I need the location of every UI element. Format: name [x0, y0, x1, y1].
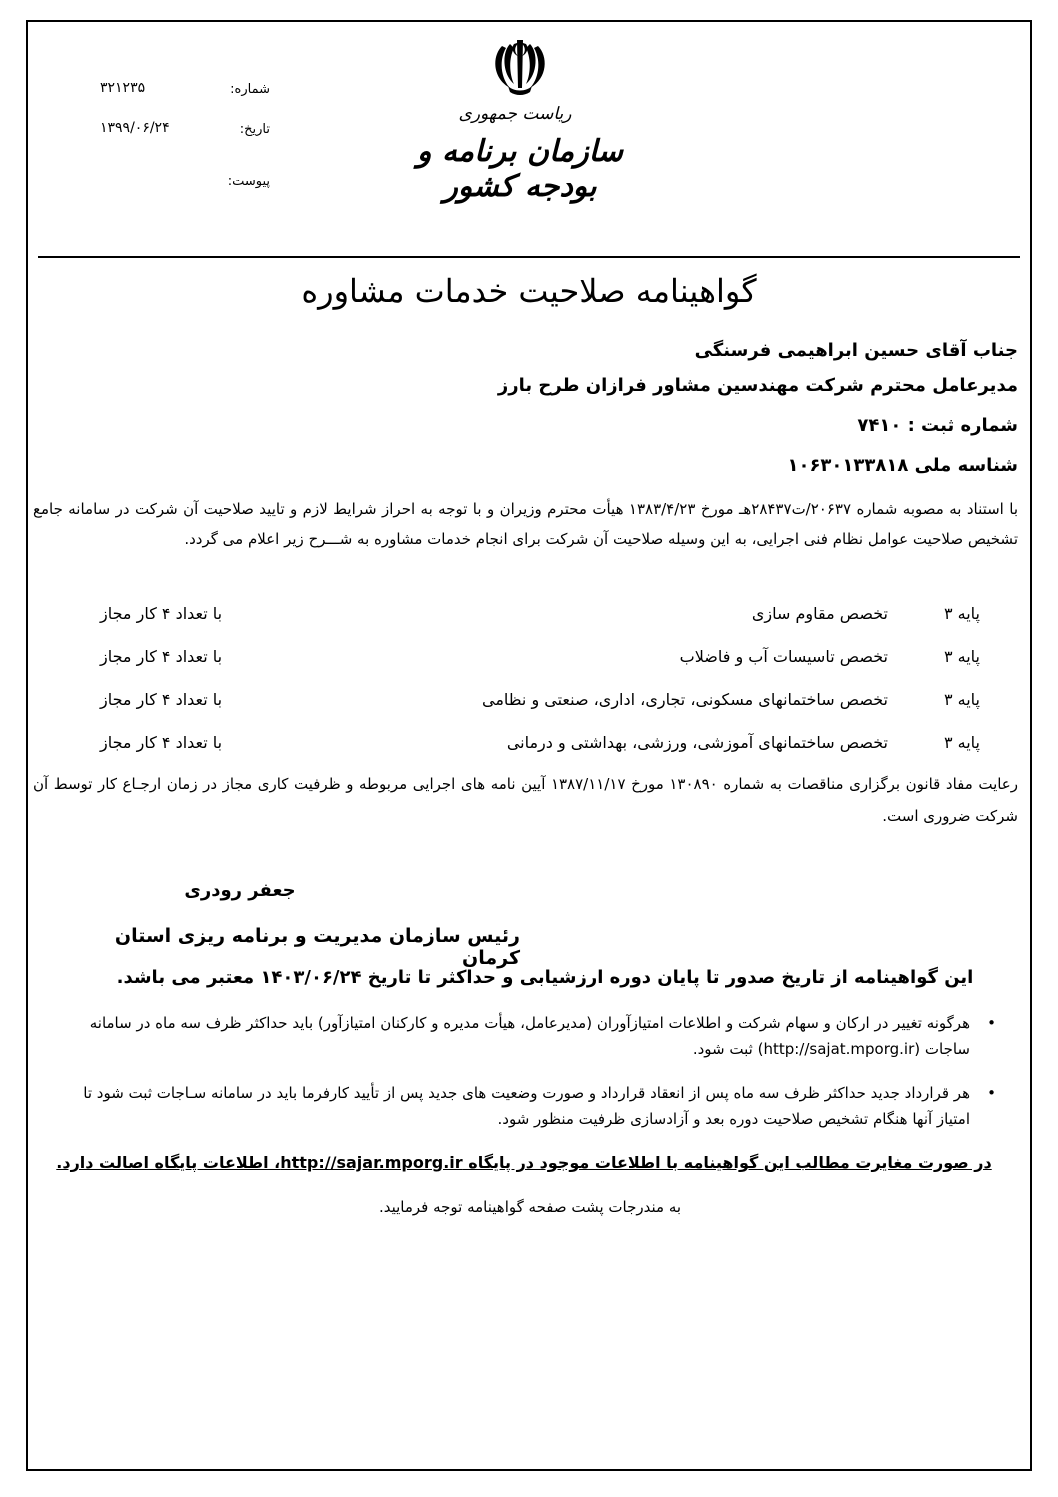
signatory-name: جعفر رودری	[184, 880, 296, 901]
grade-specialty: تخصص تاسیسات آب و فاضلاب	[679, 647, 888, 666]
footer-note: به مندرجات پشت صفحه گواهینامه توجه فرمایید.	[378, 1198, 682, 1216]
grade-specialty: تخصص ساختمانهای مسکونی، تجاری، اداری، صنعتی و نظامی	[482, 690, 888, 709]
grade-count: با تعداد ۴ کار مجاز	[100, 604, 223, 623]
recipient-name: جناب آقای حسین ابراهیمی فرسنگی	[694, 340, 1018, 361]
org-subtitle: ریاست جمهوری	[458, 104, 572, 124]
meta-number	[100, 80, 270, 104]
grade-row	[100, 604, 980, 634]
grade-row	[100, 647, 980, 677]
number-label: شماره:	[230, 82, 270, 97]
bullet-icon: •	[987, 1084, 996, 1102]
meta-date	[100, 120, 270, 144]
notice-bullet	[78, 1010, 998, 1062]
grade-level: پایه ۳	[943, 647, 980, 666]
grade-specialty: تخصص ساختمانهای آموزشی، ورزشی، بهداشتی و درمانی	[506, 733, 888, 752]
page-title: گواهینامه صلاحیت خدمات مشاوره	[301, 272, 757, 310]
grade-count: با تعداد ۴ کار مجاز	[100, 733, 223, 752]
date-value: ۱۳۹۹/۰۶/۲۴	[100, 120, 170, 136]
compliance-paragraph: رعایت مفاد قانون برگزاری مناقصات به شماره ۱۳۰۸۹۰ مورخ ۱۳۸۷/۱۱/۱۷ آیین نامه های اجرایی مربوطه و ظرفیت کاری مجاز در زمان ارجـاع کار توسط آن شرکت ضروری است.	[33, 775, 1019, 825]
number-value: ۳۲۱۲۳۵	[100, 80, 146, 96]
notice-text: هرگونه تغییر در ارکان و سهام شرکت و اطلاعات امتیازآوران (مدیرعامل، هیأت مدیره و کارکنان امتیازآور) باید حداکثر ظرف سه ماه در سامانه ساجات (http://sajat.mporg.ir) ثبت شود.	[89, 1014, 970, 1058]
grade-row	[100, 733, 980, 763]
registration-number: شماره ثبت : ۷۴۱۰	[857, 415, 1018, 436]
grade-count: با تعداد ۴ کار مجاز	[100, 647, 223, 666]
body-paragraph: با استناد به مصوبه شماره ۲۰۶۳۷/ت۲۸۴۳۷هـ مورخ ۱۳۸۳/۴/۲۳ هیأت محترم وزیران و با توجه به احراز شرایط لازم و تایید صلاحیت آن شرکت در سامانه جامع تشخیص صلاحیت عوامل نظام فنی اجرایی، به این وسیله صلاحیت آن شرکت برای انجام خدمات مشاوره به شـــرح زیر اعلام می گردد.	[33, 500, 1019, 548]
grade-level: پایه ۳	[943, 733, 980, 752]
notice-text: هر قرارداد جدید حداکثر ظرف سه ماه پس از انعقاد قرارداد و صورت وضعیت های جدید پس از تأیید کارفرما باید در سامانه سـاجات ثبت شود تا امتیاز آنها هنگام تشخیص صلاحیت دوره بعد و آزادسازی ظرفیت منظور شود.	[83, 1084, 970, 1128]
iran-emblem-icon	[490, 36, 550, 96]
recipient-title: مدیرعامل محترم شرکت مهندسین مشاور فرازان طرح بارز	[497, 375, 1018, 396]
validity-statement: این گواهینامه از تاریخ صدور تا پایان دوره ارزشیابی و حداکثر تا تاریخ ۱۴۰۳/۰۶/۲۴ معتبر می باشد.	[116, 967, 974, 988]
notice-bullet	[78, 1080, 998, 1132]
bullet-icon: •	[987, 1014, 996, 1032]
grade-specialty: تخصص مقاوم سازی	[751, 604, 888, 623]
header-divider	[38, 256, 1020, 258]
authenticity-note: در صورت مغایرت مطالب این گواهینامه با اطلاعات موجود در پایگاه http://sajar.mporg.ir، اطلاعات پایگاه اصالت دارد.	[56, 1153, 992, 1172]
meta-attachment	[100, 172, 270, 196]
grade-level: پایه ۳	[943, 690, 980, 709]
grade-level: پایه ۳	[943, 604, 980, 623]
grade-row	[100, 690, 980, 720]
date-label: تاریخ:	[239, 122, 270, 137]
national-id: شناسه ملی ۱۰۶۳۰۱۳۳۸۱۸	[787, 455, 1018, 476]
grade-count: با تعداد ۴ کار مجاز	[100, 690, 223, 709]
attachment-label: پیوست:	[227, 174, 270, 189]
signatory-position: رئیس سازمان مدیریت و برنامه ریزی استان کرمان	[114, 925, 520, 969]
org-name: سازمان برنامه و بودجه کشور	[417, 134, 623, 204]
